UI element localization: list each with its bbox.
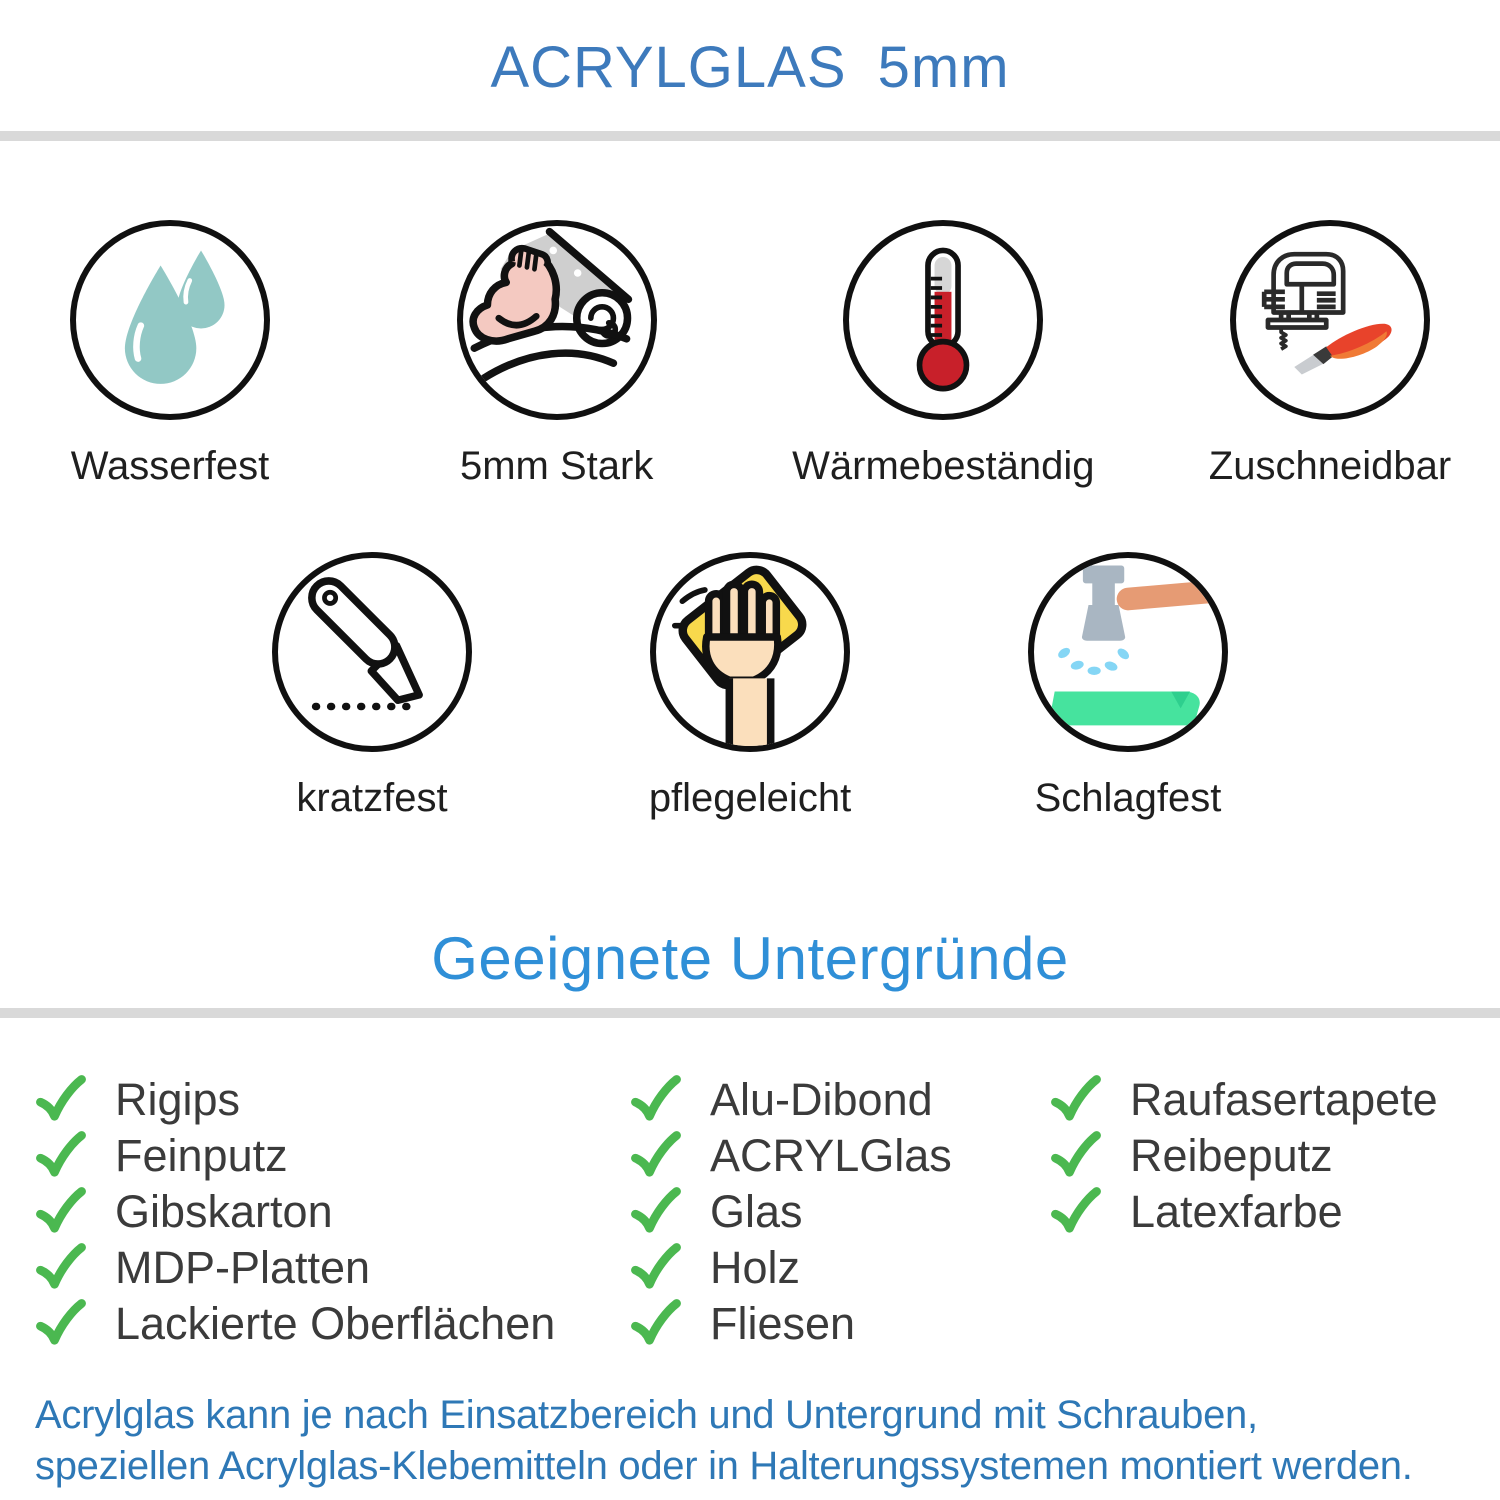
feature-5mm-stark [457, 220, 657, 489]
substrate-label: Reibeputz [1130, 1130, 1333, 1181]
divider-bar [0, 131, 1500, 141]
substrate-item [630, 1296, 952, 1352]
substrate-label: ACRYLGlas [710, 1130, 952, 1181]
substrate-item [1050, 1128, 1438, 1184]
feature-label: kratzfest [296, 776, 448, 820]
check-icon [630, 1242, 682, 1294]
check-icon [630, 1298, 682, 1350]
substrate-label: Gibskarton [115, 1186, 333, 1237]
substrate-item [630, 1184, 952, 1240]
mounting-note-line-2: speziellen Acrylglas-Klebemitteln oder in Halterungssystemen montiert werden. [35, 1444, 1413, 1488]
substrate-item [35, 1072, 555, 1128]
check-icon [35, 1074, 87, 1126]
feature-schlagfest [1028, 552, 1228, 821]
page-title: ACRYLGLAS 5mm [490, 35, 1010, 100]
hammer-icon [1028, 552, 1228, 752]
substrate-item [35, 1128, 555, 1184]
substrate-label: Rigips [115, 1074, 241, 1125]
thermometer-icon [843, 220, 1043, 420]
check-icon [1050, 1186, 1102, 1238]
feature-kratzfest [272, 552, 472, 821]
feature-label: 5mm Stark [459, 444, 654, 488]
substrate-item [35, 1184, 555, 1240]
feature-label: pflegeleicht [648, 776, 852, 820]
check-icon [630, 1130, 682, 1182]
jigsaw-icon [1230, 220, 1430, 420]
substrate-item [35, 1296, 555, 1352]
substrate-label: Latexfarbe [1130, 1186, 1343, 1237]
feature-zuschneidbar [1208, 220, 1452, 489]
feature-row-2 [0, 552, 1500, 821]
feature-label: Wärmebeständig [792, 444, 1095, 488]
water-drops-icon [70, 220, 270, 420]
substrate-label: Holz [710, 1242, 801, 1293]
feature-wasserfest [70, 220, 270, 489]
check-icon [630, 1186, 682, 1238]
substrate-item [630, 1072, 952, 1128]
check-icon [35, 1130, 87, 1182]
substrate-item [630, 1240, 952, 1296]
substrate-column-2 [630, 1072, 952, 1352]
substrate-label: Feinputz [115, 1130, 288, 1181]
utility-knife-icon [272, 552, 472, 752]
feature-label: Schlagfest [1034, 776, 1222, 820]
check-icon [630, 1074, 682, 1126]
feature-label: Zuschneidbar [1208, 444, 1452, 488]
substrate-label: Fliesen [710, 1298, 856, 1349]
substrate-label: Raufasertapete [1130, 1074, 1438, 1125]
feature-label: Wasserfest [70, 444, 270, 488]
substrate-column-1 [35, 1072, 555, 1352]
substrate-label: MDP-Platten [115, 1242, 371, 1293]
substrate-item [1050, 1184, 1438, 1240]
substrate-label: Alu-Dibond [710, 1074, 933, 1125]
check-icon [35, 1242, 87, 1294]
mounting-note [35, 1390, 1485, 1492]
cleaning-hand-icon [650, 552, 850, 752]
check-icon [35, 1186, 87, 1238]
check-icon [1050, 1074, 1102, 1126]
mounting-note-line-1: Acrylglas kann je nach Einsatzbereich und Untergrund mit Schrauben, [35, 1393, 1258, 1437]
substrate-column-3 [1050, 1072, 1438, 1240]
check-icon [35, 1298, 87, 1350]
feature-waermebestaendig [792, 220, 1095, 489]
substrate-label: Lackierte Oberflächen [115, 1298, 556, 1349]
feature-row-1 [0, 220, 1500, 489]
substrate-item [1050, 1072, 1438, 1128]
section-title-untergruende: Geeignete Untergründe [431, 925, 1069, 992]
check-icon [1050, 1130, 1102, 1182]
feature-pflegeleicht [650, 552, 850, 821]
muscle-arm-icon [457, 220, 657, 420]
divider-bar [0, 1008, 1500, 1018]
substrate-item [630, 1128, 952, 1184]
substrate-label: Glas [710, 1186, 803, 1237]
substrate-item [35, 1240, 555, 1296]
